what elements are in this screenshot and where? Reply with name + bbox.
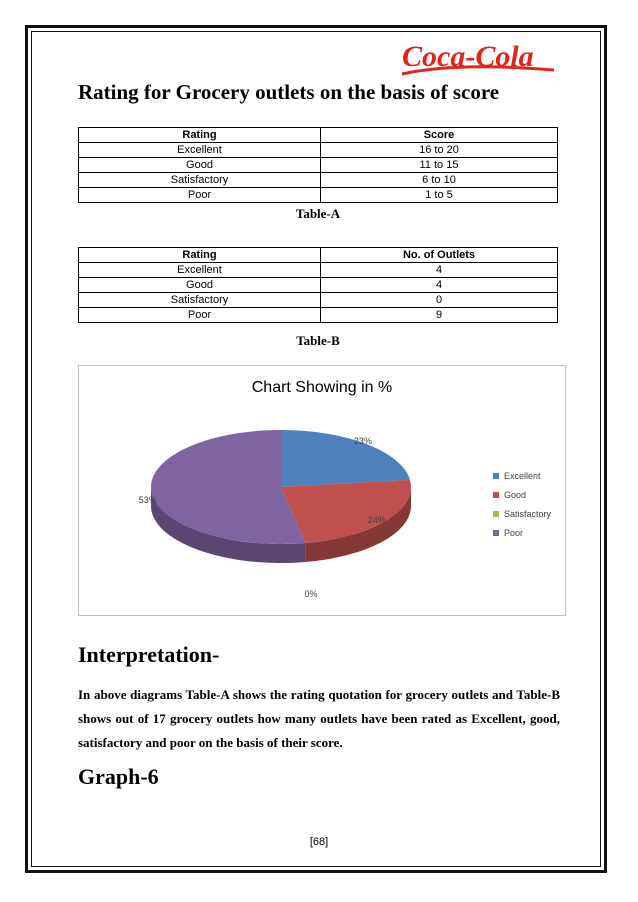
table-cell: 0 — [321, 293, 558, 308]
legend-swatch-poor — [493, 530, 499, 536]
table-b — [78, 247, 558, 323]
table-row — [79, 143, 558, 158]
pie-data-label-good: 24% — [367, 515, 386, 526]
table-row — [79, 293, 558, 308]
legend-label-satisfactory: Satisfactory — [504, 509, 552, 519]
table-a-header-rating: Rating — [79, 128, 321, 143]
graph-title: Graph-6 — [78, 764, 159, 789]
table-cell: Good — [79, 278, 321, 293]
table-cell: Excellent — [79, 263, 321, 278]
pie-data-label-poor: 53% — [138, 494, 157, 505]
legend-swatch-satisfactory — [493, 511, 499, 517]
table-row — [79, 278, 558, 293]
table-cell: 6 to 10 — [321, 173, 558, 188]
page-number: [68] — [309, 836, 329, 848]
table-row — [79, 188, 558, 203]
page-heading: Rating for Grocery outlets on the basis of score — [78, 80, 500, 104]
table-b-header-row — [79, 248, 558, 263]
chart-title: Chart Showing in % — [251, 379, 393, 396]
pie-data-label-satisfactory: 0% — [304, 589, 318, 599]
table-b-caption: Table-B — [296, 333, 340, 348]
table-cell: 9 — [321, 308, 558, 323]
table-cell: Good — [79, 158, 321, 173]
legend-label-poor: Poor — [504, 528, 524, 538]
table-cell: Satisfactory — [79, 293, 321, 308]
interpretation-paragraph: In above diagrams Table-A shows the rating quotation for grocery outlets and Table-B shows out of 17 grocery outlets how many outlets have been rated as Excellent, good, satisfactory and poor on the basis of their score. — [78, 687, 560, 750]
pie-chart-svg — [79, 366, 565, 615]
table-cell: 1 to 5 — [321, 188, 558, 203]
interpretation-title: Interpretation- — [78, 642, 220, 667]
table-cell: Poor — [79, 308, 321, 323]
table-cell: 4 — [321, 263, 558, 278]
table-cell: Satisfactory — [79, 173, 321, 188]
table-cell: Excellent — [79, 143, 321, 158]
pie-chart — [78, 365, 566, 616]
pie-slice-excellent — [281, 430, 410, 487]
table-row — [79, 308, 558, 323]
table-b-header-outlets: No. of Outlets — [321, 248, 558, 263]
coca-cola-logo — [398, 34, 560, 82]
table-row — [79, 173, 558, 188]
table-cell: 16 to 20 — [321, 143, 558, 158]
table-cell: Poor — [79, 188, 321, 203]
legend-swatch-good — [493, 492, 499, 498]
table-b-header-rating: Rating — [79, 248, 321, 263]
legend-label-good: Good — [504, 490, 527, 500]
table-row — [79, 263, 558, 278]
table-a-header-row — [79, 128, 558, 143]
table-a-caption: Table-A — [295, 206, 341, 221]
table-a-header-score: Score — [321, 128, 558, 143]
logo-text: Coca-Cola — [402, 40, 534, 73]
table-row — [79, 158, 558, 173]
table-a — [78, 127, 558, 203]
table-cell: 4 — [321, 278, 558, 293]
pie-data-label-excellent: 23% — [353, 436, 372, 447]
legend-swatch-excellent — [493, 473, 499, 479]
table-cell: 11 to 15 — [321, 158, 558, 173]
legend-label-excellent: Excellent — [504, 471, 541, 481]
